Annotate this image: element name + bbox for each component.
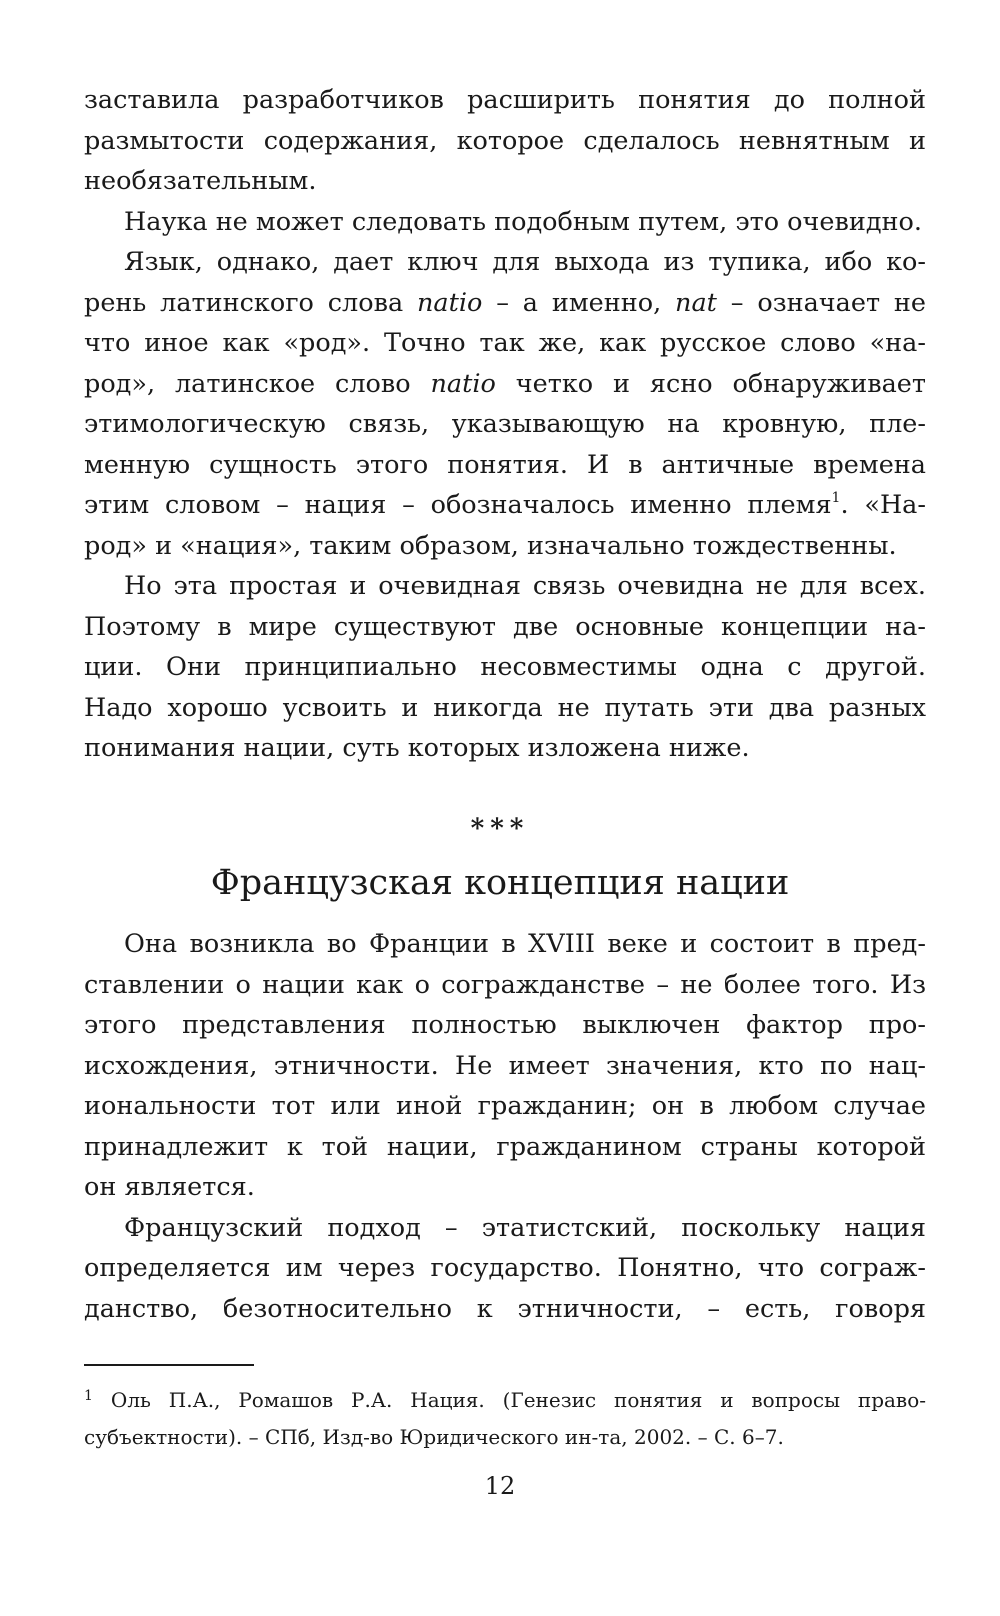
footnote-marker: 1 — [84, 1388, 93, 1404]
footnote-line: субъектности). – СПб, Изд-во Юридического ин-та, 2002. – С. 6–7. — [84, 1425, 784, 1449]
text-line: исхождения, этничности. Не имеет значения, кто по нац- — [84, 1050, 926, 1081]
footnote-line — [84, 1378, 926, 1419]
text-line: род» и «нация», таким образом, изначально тождественны. — [84, 530, 897, 561]
page-number: 12 — [484, 1472, 516, 1500]
text-line: этого представления полностью выключен фактор про- — [84, 1010, 926, 1040]
text-line: что иное как «род». Точно так же, как русское слово «на- — [84, 328, 926, 358]
text-line: менную сущность этого понятия. И в античные времена — [84, 449, 926, 480]
text-line: Она возникла во Франции в XVIII веке и состоит в пред- — [124, 929, 926, 959]
text-segment: рень латинского слова — [84, 287, 417, 318]
paragraph-5 — [84, 924, 926, 1208]
footnote-divider — [84, 1364, 254, 1366]
latin-word-natio: natio — [416, 287, 483, 318]
section-heading: Французская концепция нации — [210, 863, 790, 903]
text-line: Но эта простая и очевидная связь очевидна не для всех. — [124, 571, 926, 601]
text-line — [84, 364, 926, 405]
paragraph-6 — [84, 1208, 926, 1330]
text-line: ции. Они принципиально несовместимы одна с другой. — [84, 652, 926, 682]
text-line — [84, 283, 926, 324]
text-segment: четко и ясно обнаруживает — [495, 368, 926, 399]
latin-word-natio: natio — [430, 368, 496, 399]
text-line: данство, безотносительно к этничности, – есть, говоря — [84, 1293, 926, 1324]
text-line: Надо хорошо усвоить и никогда не путать эти два разных — [84, 692, 926, 723]
text-line: иональности тот или иной гражданин; он в любом случае — [84, 1091, 926, 1121]
text-line: принадлежит к той нации, гражданином страны которой — [84, 1131, 926, 1162]
paragraph-2 — [84, 202, 926, 243]
text-segment: – означает не — [716, 287, 926, 318]
latin-root-nat: nat — [675, 287, 717, 318]
text-line: он является. — [84, 1172, 255, 1202]
text-segment: род», латинское слово — [84, 368, 431, 399]
text-line — [84, 485, 926, 526]
text-line: заставила разработчиков расширить понятия до полной — [84, 85, 926, 115]
body-text-lower — [84, 924, 926, 1329]
footnote — [84, 1378, 926, 1456]
text-line: Наука не может следовать подобным путем, это очевидно. — [124, 206, 922, 237]
text-line: ставлении о нации как о согражданстве – не более того. Из — [84, 969, 926, 1000]
text-line: Язык, однако, дает ключ для выхода из тупика, ибо ко- — [124, 247, 926, 277]
section-separator: *** — [470, 814, 530, 844]
text-segment: этим словом – нация – обозначалось именно племя — [84, 490, 832, 520]
text-line: размытости содержания, которое сделалось невнятным и — [84, 125, 926, 156]
text-segment: – а именно, — [482, 287, 676, 318]
text-segment: . «На- — [840, 490, 926, 520]
text-line: понимания нации, суть которых изложена ниже. — [84, 733, 750, 763]
text-line: Французский подход – этатистский, поскольку нация — [124, 1212, 926, 1243]
text-line: Поэтому в мире существуют две основные концепции на- — [84, 611, 926, 642]
text-line: необязательным. — [84, 166, 317, 196]
text-line: определяется им через государство. Понятно, что сограж- — [84, 1253, 926, 1283]
paragraph-1 — [84, 80, 926, 202]
body-text-upper — [84, 80, 926, 769]
text-line: этимологическую связь, указывающую на кровную, пле- — [84, 409, 926, 439]
footnote-reference[interactable]: 1 — [831, 490, 841, 506]
paragraph-4 — [84, 566, 926, 769]
paragraph-3 — [84, 242, 926, 566]
footnote-text: Оль П.А., Ромашов Р.А. Нация. (Генезис понятия и вопросы право- — [110, 1388, 926, 1412]
